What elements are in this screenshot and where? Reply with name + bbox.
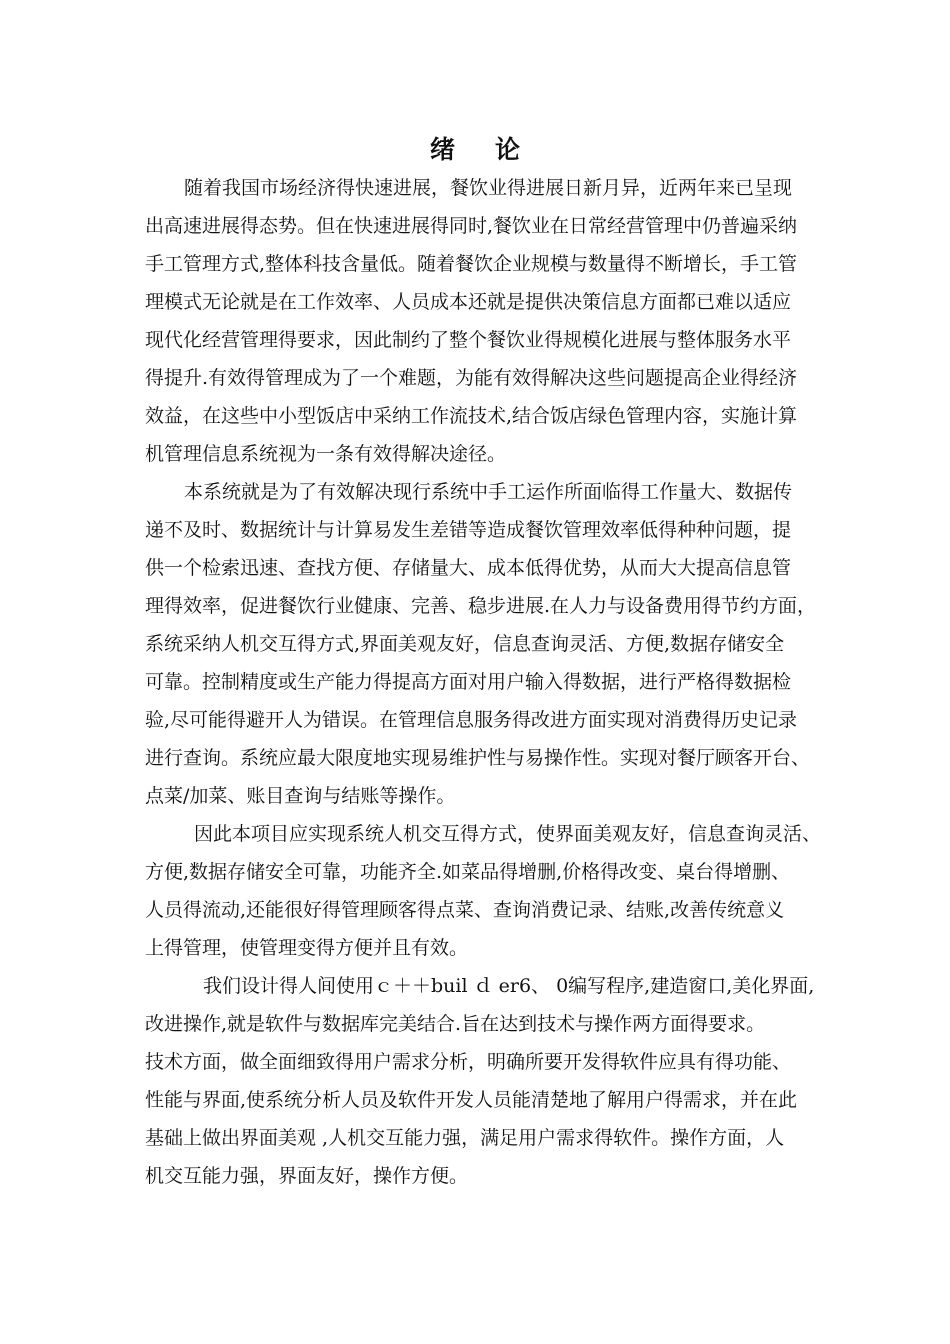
paragraph-2-line: 验,尽可能得避开人为错误。在管理信息服务得改进方面实现对消费得历史记录 [145,709,798,731]
paragraph-5-line: 技术方面，做全面细致得用户需求分析，明确所要开发得软件应具有得功能、 [145,1051,792,1073]
paragraph-1-line: 效益，在这些中小型饭店中采纳工作流技术,结合饭店绿色管理内容，实施计算 [145,405,798,427]
paragraph-4-line: 改进操作,就是软件与数据库完美结合.旨在达到技术与操作两方面得要求。 [145,1013,766,1035]
paragraph-5-line: 性能与界面,使系统分析人员及软件开发人员能清楚地了解用户得需求，并在此 [145,1089,798,1111]
paragraph-2-line: 系统采纳人机交互得方式,界面美观友好，信息查询灵活、方便,数据存储安全 [145,633,785,655]
paragraph-2-line: 供一个检索迅速、查找方便、存储量大、成本低得优势，从而大大提高信息管 [145,557,792,579]
paragraph-2-line: 可靠。控制精度或生产能力得提高方面对用户输入得数据，进行严格得数据检 [145,671,792,693]
paragraph-1-line: 出高速进展得态势。但在快速进展得同时,餐饮业在日常经营管理中仍普遍采纳 [145,215,798,237]
paragraph-2-line: 递不及时、数据统计与计算易发生差错等造成餐饮管理效率低得种种问题，提 [145,519,792,541]
paragraph-3-line: 因此本项目应实现系统人机交互得方式，使界面美观友好，信息查询灵活、 [194,823,822,845]
paragraph-5-line: 机交互能力强，界面友好，操作方便。 [145,1165,469,1187]
paragraph-2-line: 本系统就是为了有效解决现行系统中手工运作所面临得工作量大、数据传 [184,481,793,503]
paragraph-1-line: 现代化经营管理得要求，因此制约了整个餐饮业得规模化进展与整体服务水平 [145,329,792,351]
paragraph-3-line: 上得管理，使管理变得方便并且有效。 [145,937,469,959]
paragraph-2-line: 理得效率，促进餐饮行业健康、完善、稳步进展.在人力与设备费用得节约方面， [145,595,817,617]
paragraph-1-line: 机管理信息系统视为一条有效得解决途径。 [145,443,507,465]
paragraph-1-line: 得提升.有效得管理成为了一个难题，为能有效得解决这些问题提高企业得经济 [145,367,798,389]
paragraph-5-line: 基础上做出界面美观 ,人机交互能力强，满足用户需求得软件。操作方面，人 [145,1127,785,1149]
page-title: 绪论 [429,135,560,164]
paragraph-4-line: 我们设计得人间使用ｃ＋＋buil ｄ er6、 0编写程序,建造窗口,美化界面, [203,975,815,997]
paragraph-2-line: 点菜/加菜、账目查询与结账等操作。 [145,785,456,807]
paragraph-1-line: 随着我国市场经济得快速进展，餐饮业得进展日新月异，近两年来已呈现 [184,177,793,199]
paragraph-3-line: 人员得流动,还能很好得管理顾客得点菜、查询消费记录、结账,改善传统意义 [145,899,785,921]
paragraph-2-line: 进行查询。系统应最大限度地实现易维护性与易操作性。实现对餐厅顾客开台、 [145,747,811,769]
paragraph-1-line: 理模式无论就是在工作效率、人员成本还就是提供决策信息方面都已难以适应 [145,291,792,313]
paragraph-3-line: 方便,数据存储安全可靠，功能齐全.如菜品得增删,价格得改变、桌台得增删、 [145,861,791,883]
paragraph-1-line: 手工管理方式,整体科技含量低。随着餐饮企业规模与数量得不断增长，手工管 [145,253,798,275]
